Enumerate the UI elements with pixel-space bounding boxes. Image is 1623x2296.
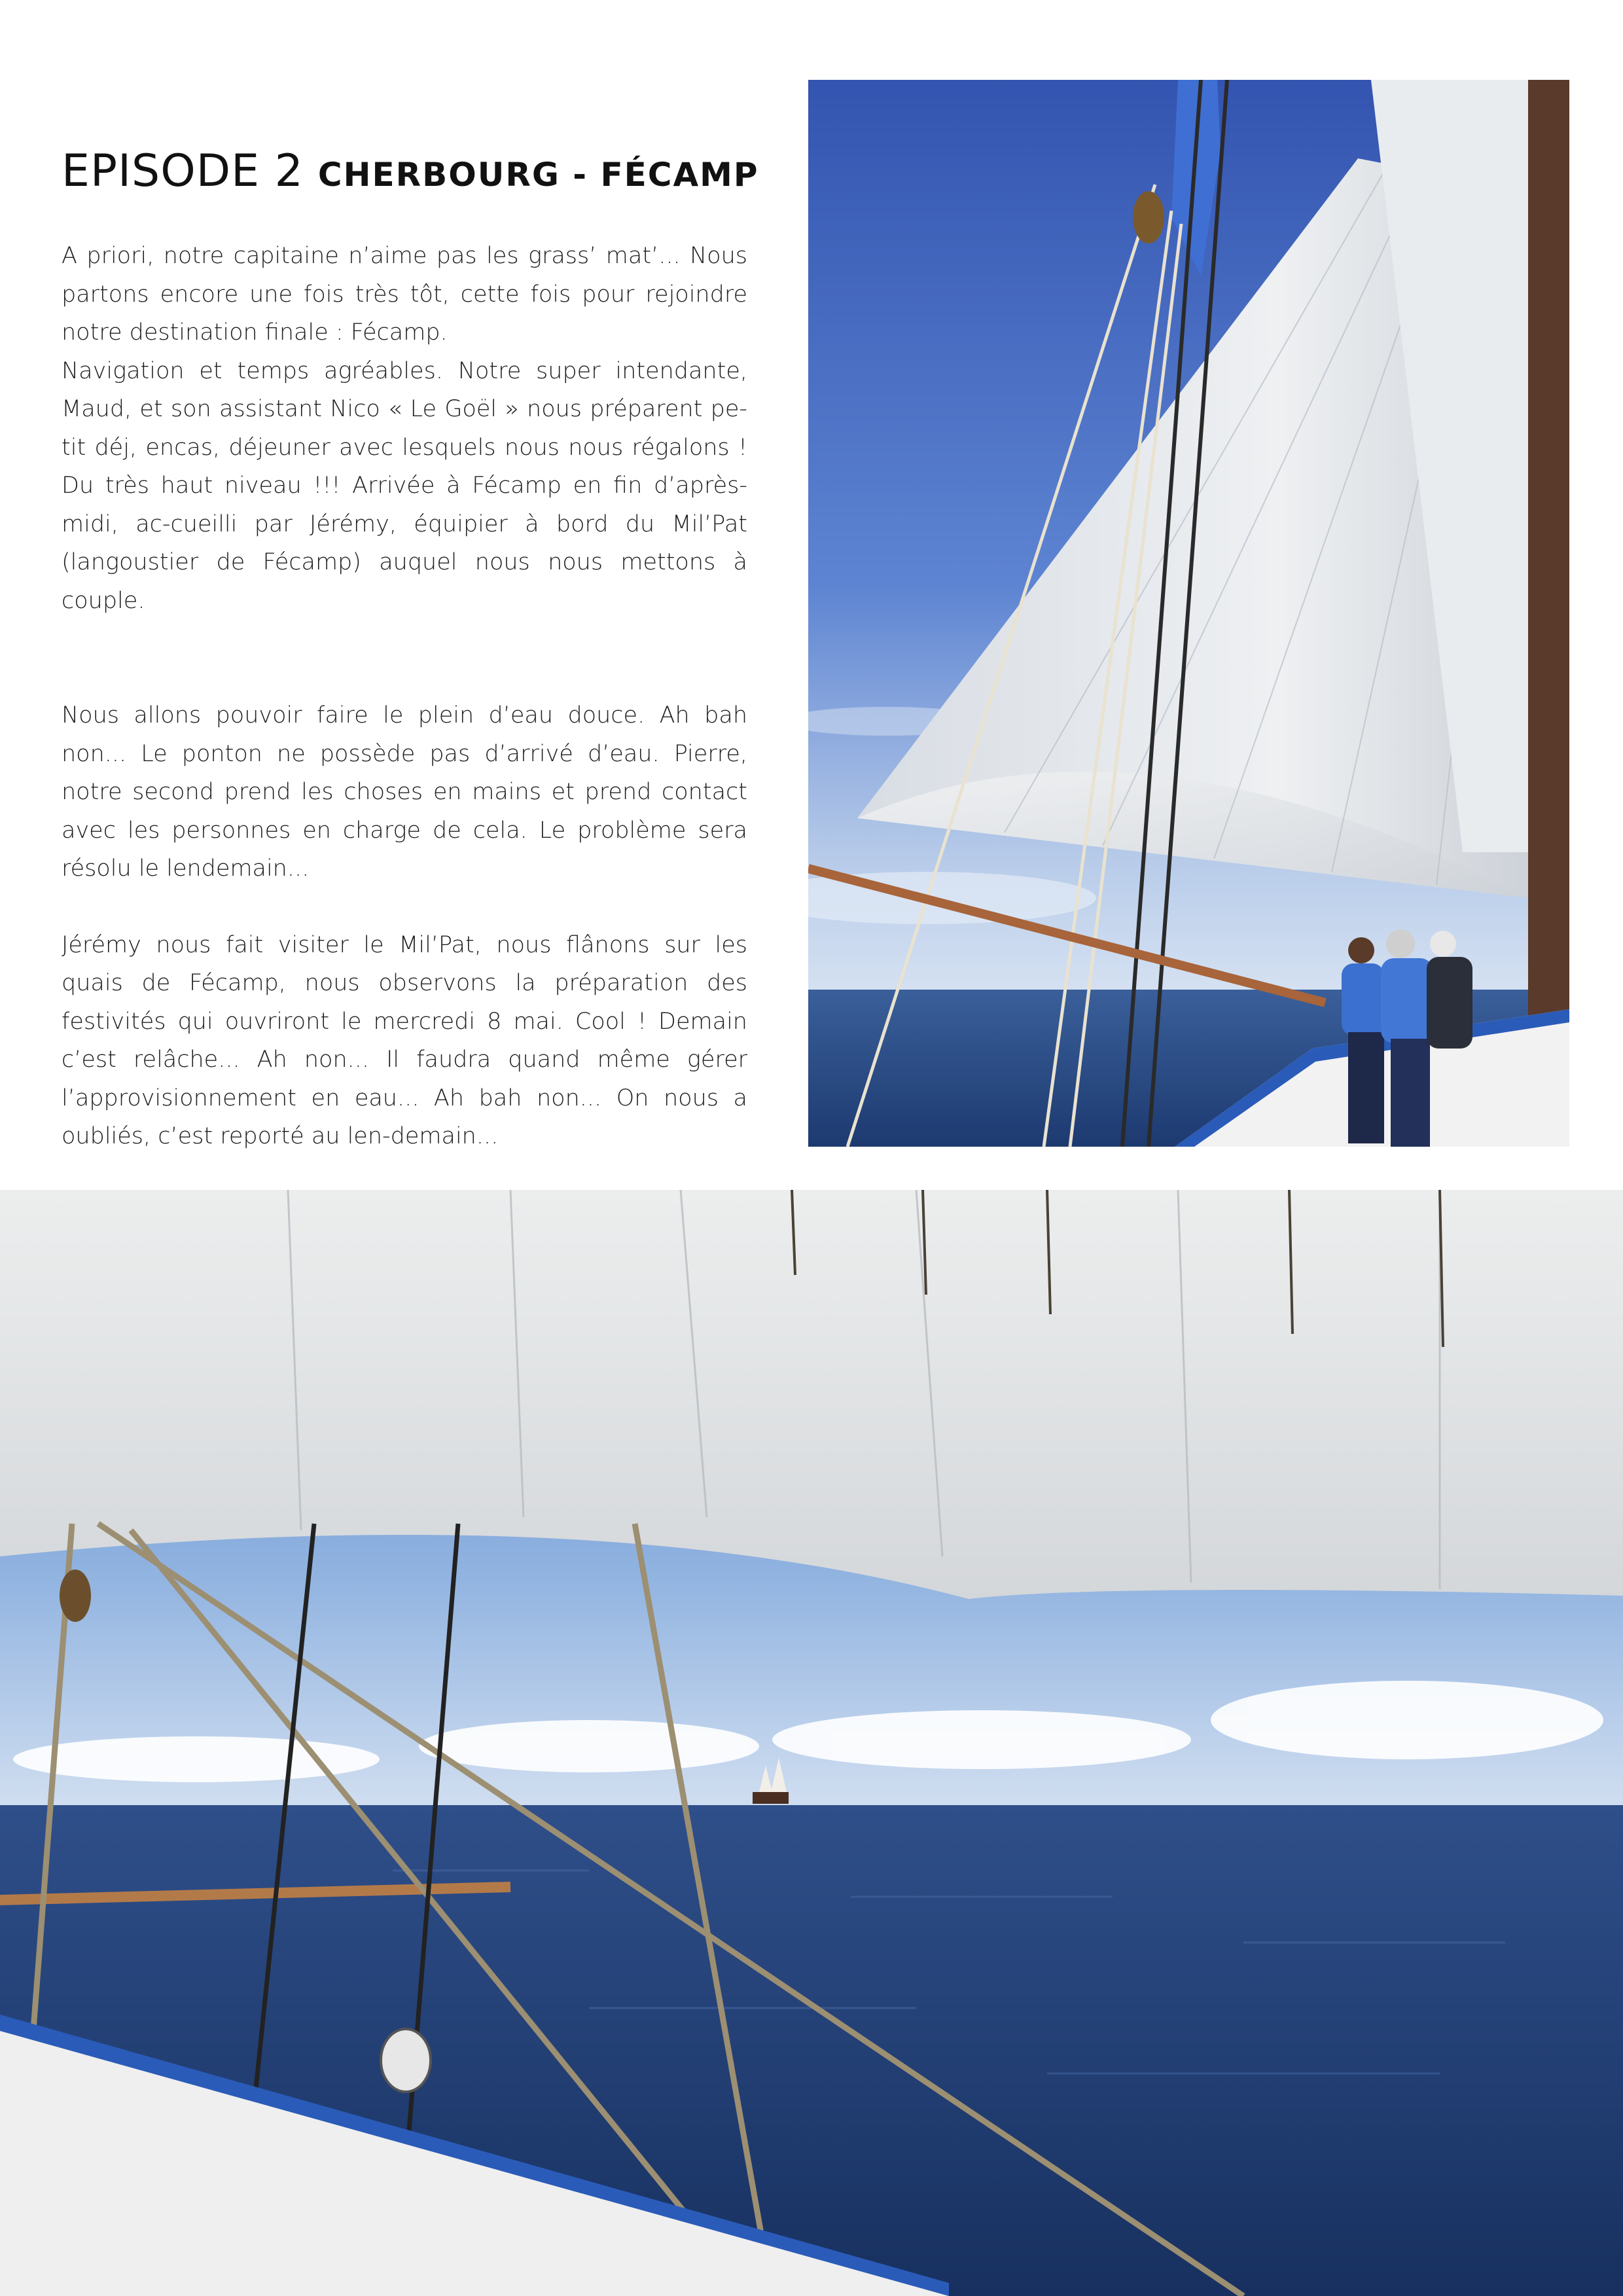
pulley-shape-2 [60,1570,91,1622]
sea-horizon-illustration [0,1190,1623,2296]
sails-crew-illustration [808,80,1569,1147]
paragraph-navigation: Navigation et temps agréables. Notre super intendante, Maud, et son assistant Nico « Le Goël » nous préparent pe-tit déj, encas, déjeuner avec lesquels nous nous régalons ! Du très haut niveau !!! Arrivée à Fécamp en fin d’après-midi, ac-cueilli par Jérémy, équipier à bord du Mil’Pat (langoustier de Fécamp) auquel nous nous mettons à couple. [62,357,747,614]
route-label: CHERBOURG - FÉCAMP [317,156,759,194]
paragraph-departure: A priori, notre capitaine n’aime pas les grass’ mat’... Nous partons encore une fois très tôt, cette fois pour rejoindre notre destination finale : Fécamp. [62,243,747,346]
photo-sea-horizon [0,1190,1623,2296]
paragraph-milpat: Jérémy nous fait visiter le Mil’Pat, nous flânons sur les quais de Fécamp, nous observons la préparation des festivités qui ouvriront le mercredi 8 mai. Cool ! Demain c’est relâche... Ah non... Il faudra quand même gérer l’approvisionnement en eau... Ah bah non... On nous a oubliés, c’est reporté au len-demain... [62,931,747,1149]
page-title [62,145,781,197]
episode-label: EPISODE 2 [62,145,304,197]
photo-sails-crew [808,80,1569,1147]
overhead-sail-shape [0,1190,1623,1599]
paragraph-water: Nous allons pouvoir faire le plein d’eau douce. Ah bah non... Le ponton ne possède pas d’arrivé d’eau. Pierre, notre second prend les choses en mains et prend contact avec les personnes en charge de cela. Le problème sera résolu le lendemain... [62,702,747,882]
pulley-shape [381,2029,431,2092]
article-text [62,237,747,1156]
mast-shape [1528,80,1569,1147]
pulley-shape [1133,191,1164,243]
